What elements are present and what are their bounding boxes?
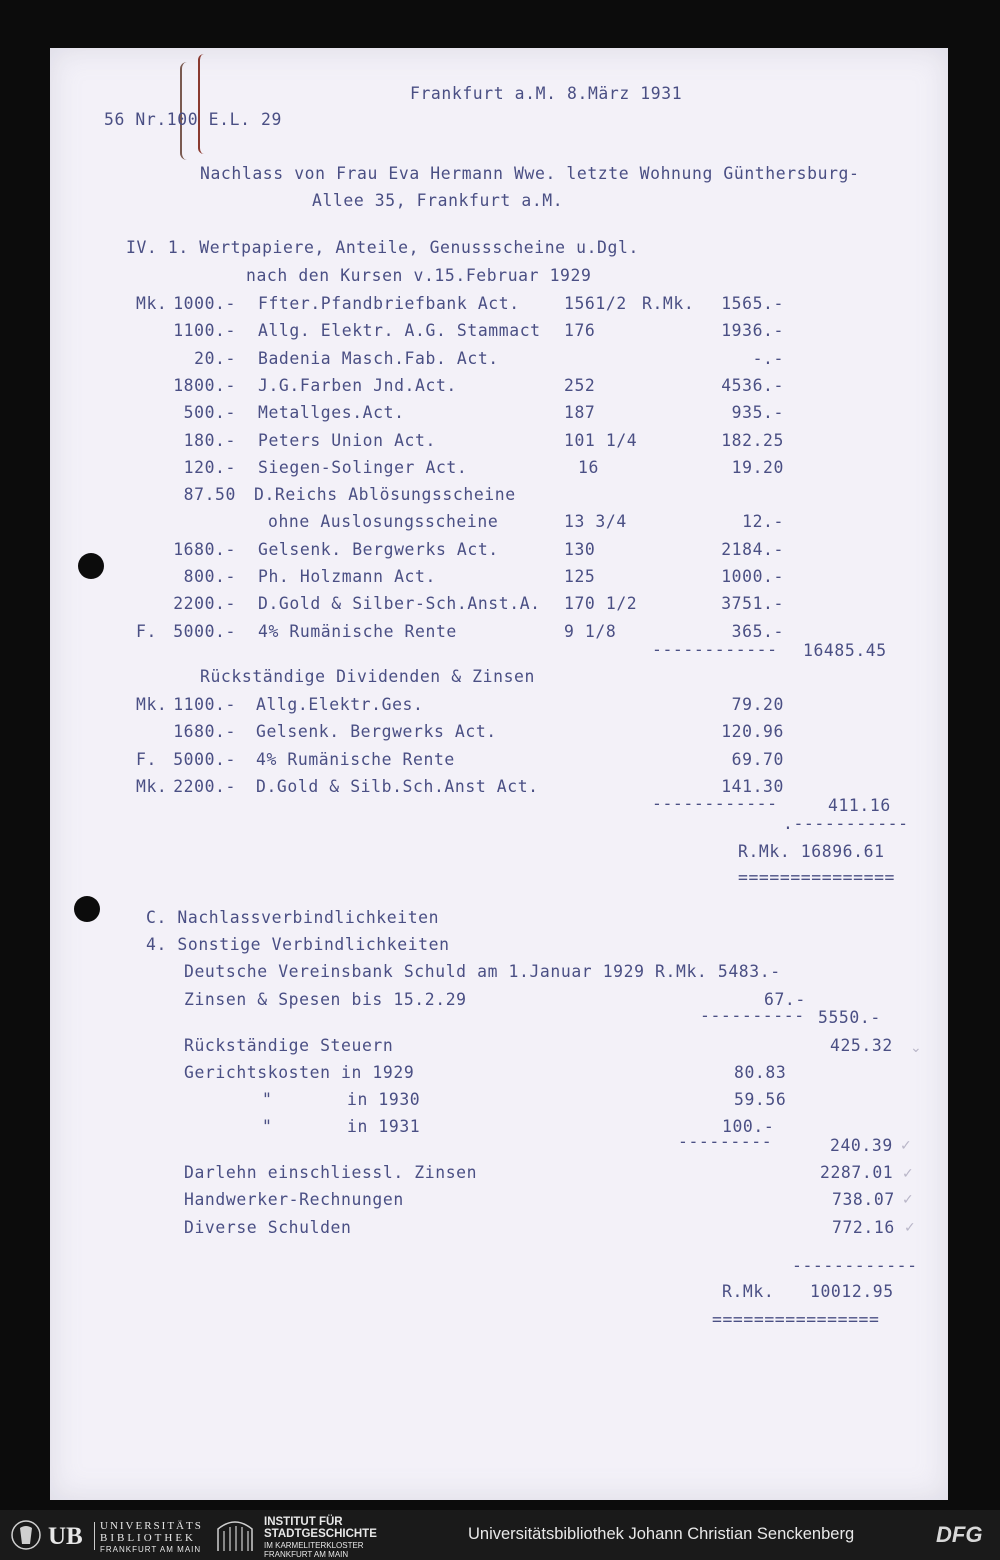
section-c-heading: C. Nachlassverbindlichkeiten	[146, 908, 440, 927]
security-currency: F.	[136, 622, 157, 641]
security-value: 19.20	[731, 458, 784, 477]
dividend-value: 79.20	[731, 695, 784, 714]
dividend-nominal-amount: 5000.-	[173, 750, 236, 769]
double-line: ===============	[738, 868, 896, 887]
security-security-name: D.Reichs Ablösungsscheine	[254, 485, 516, 504]
court-costs-1930: 59.56	[734, 1090, 787, 1109]
security-security-name: Gelsenk. Bergwerks Act.	[258, 540, 499, 559]
security-value: 3751.-	[721, 594, 784, 613]
security-value: -.-	[752, 349, 784, 368]
dfg-logo: DFG	[936, 1522, 983, 1547]
dividend-nominal-amount: 1100.-	[173, 695, 236, 714]
section-iv-heading: IV. 1. Wertpapiere, Anteile, Genussscheine u.Dgl.	[126, 238, 639, 257]
punch-hole	[74, 896, 100, 922]
securities-subtotal: 16485.45	[803, 641, 887, 660]
isg-line-1: INSTITUT FÜR	[264, 1516, 343, 1528]
check-mark-icon: ✓	[902, 1166, 914, 1182]
check-mark-icon: ⌄	[910, 1040, 922, 1056]
interest-value: 67.-	[764, 990, 806, 1009]
security-nominal-amount: 5000.-	[173, 622, 236, 641]
isg-line-3: IM KARMELITERKLOSTER	[264, 1541, 364, 1550]
security-nominal-amount: 20.-	[194, 349, 236, 368]
security-nominal-amount: 800.-	[183, 567, 236, 586]
security-nominal-amount: 1100.-	[173, 321, 236, 340]
security-value: 182.25	[721, 431, 784, 450]
loan-label: Darlehn einschliessl. Zinsen	[184, 1163, 478, 1182]
dash-line: ----------	[700, 1006, 805, 1025]
court-costs-1929: 80.83	[734, 1063, 787, 1082]
security-security-name: Siegen-Solinger Act.	[258, 458, 468, 477]
dividend-dividend-name: Gelsenk. Bergwerks Act.	[256, 722, 497, 741]
security-security-name: Badenia Masch.Fab. Act.	[258, 349, 499, 368]
dividends-total: 411.16	[828, 796, 891, 815]
security-price: 101 1/4	[564, 431, 638, 450]
dividend-dividend-name: Allg.Elektr.Ges.	[256, 695, 424, 714]
security-security-name: ohne Auslosungsscheine	[268, 512, 499, 531]
security-security-name: Ph. Holzmann Act.	[258, 567, 436, 586]
isg-line-2: STADTGESCHICHTE	[264, 1528, 377, 1540]
dividend-dividend-name: D.Gold & Silb.Sch.Anst Act.	[256, 777, 539, 796]
security-price: 125	[564, 567, 596, 586]
court-costs-total: 240.39	[830, 1136, 893, 1155]
isg-emblem-icon	[214, 1517, 256, 1553]
ub-logo-text: UB	[48, 1523, 83, 1550]
dividend-nominal-amount: 1680.-	[173, 722, 236, 741]
court-costs-label: Gerichtskosten in 1929	[184, 1063, 415, 1082]
security-security-name: J.G.Farben Jnd.Act.	[258, 376, 457, 395]
loan-value: 2287.01	[820, 1163, 894, 1182]
security-value: 12.-	[742, 512, 784, 531]
security-value: 1936.-	[721, 321, 784, 340]
misc-debts-label: Diverse Schulden	[184, 1218, 352, 1237]
subject-line-2: Allee 35, Frankfurt a.M.	[312, 191, 564, 210]
misc-debts-value: 772.16	[832, 1218, 895, 1237]
security-nominal-amount: 1000.-	[173, 294, 236, 313]
bank-total: 5550.-	[818, 1008, 881, 1027]
dividend-value: 69.70	[731, 750, 784, 769]
footer-bar	[0, 1510, 1000, 1560]
dash-line: ---------	[678, 1132, 773, 1151]
security-currency: Mk.	[136, 294, 168, 313]
security-price: 187	[564, 403, 596, 422]
final-total-label: R.Mk.	[722, 1282, 775, 1301]
library-name: Universitätsbibliothek Johann Christian Senckenberg	[468, 1525, 855, 1543]
isg-line-4: FRANKFURT AM MAIN	[264, 1550, 349, 1559]
security-nominal-amount: 1680.-	[173, 540, 236, 559]
security-price: 130	[564, 540, 596, 559]
ub-emblem-icon	[6, 1518, 46, 1552]
security-nominal-amount: 2200.-	[173, 594, 236, 613]
dividend-currency: F.	[136, 750, 157, 769]
dash-line: ------------	[652, 794, 778, 813]
final-total: 10012.95	[810, 1282, 894, 1301]
security-price: 252	[564, 376, 596, 395]
security-security-name: Peters Union Act.	[258, 431, 436, 450]
taxes-label: Rückständige Steuern	[184, 1036, 394, 1055]
security-nominal-amount: 500.-	[183, 403, 236, 422]
security-value: 1565.-	[721, 294, 784, 313]
security-value: 1000.-	[721, 567, 784, 586]
place-date: Frankfurt a.M. 8.März 1931	[410, 84, 683, 103]
security-price: 9 1/8	[564, 622, 617, 641]
security-nominal-amount: 87.50	[183, 485, 236, 504]
reference-number: 56 Nr.100 E.L. 29	[104, 110, 282, 129]
security-security-name: Allg. Elektr. A.G. Stammact	[258, 321, 541, 340]
grand-total: R.Mk. 16896.61	[738, 842, 885, 861]
dividends-heading: Rückständige Dividenden & Zinsen	[200, 667, 535, 686]
ditto-mark: "	[262, 1117, 273, 1136]
court-costs-1931: 100.-	[722, 1117, 775, 1136]
security-nominal-amount: 180.-	[183, 431, 236, 450]
check-mark-icon: ✓	[904, 1220, 916, 1236]
security-price: 170 1/2	[564, 594, 638, 613]
subject-line-1: Nachlass von Frau Eva Hermann Wwe. letzte Wohnung Günthersburg-	[200, 164, 860, 183]
pencil-mark	[198, 54, 210, 154]
security-security-name: Metallges.Act.	[258, 403, 405, 422]
craftsmen-value: 738.07	[832, 1190, 895, 1209]
ub-line-3: FRANKFURT AM MAIN	[100, 1545, 202, 1554]
security-value: 365.-	[731, 622, 784, 641]
dividend-dividend-name: 4% Rumänische Rente	[256, 750, 455, 769]
dividend-nominal-amount: 2200.-	[173, 777, 236, 796]
ditto-mark: "	[262, 1090, 273, 1109]
dash-line: .-----------	[783, 814, 909, 833]
dash-line: ------------	[792, 1256, 918, 1275]
security-nominal-amount: 120.-	[183, 458, 236, 477]
check-mark-icon: ✓	[902, 1192, 914, 1208]
divider	[94, 1522, 95, 1550]
ub-line-2: BIBLIOTHEK	[100, 1532, 196, 1544]
dividend-currency: Mk.	[136, 777, 168, 796]
section-4-heading: 4. Sonstige Verbindlichkeiten	[146, 935, 450, 954]
security-security-name: 4% Rumänische Rente	[258, 622, 457, 641]
interest-label: Zinsen & Spesen bis 15.2.29	[184, 990, 467, 1009]
double-line: ================	[712, 1310, 880, 1329]
security-price: 1561/2	[564, 294, 627, 313]
dividend-value: 141.30	[721, 777, 784, 796]
year-1930-label: in 1930	[347, 1090, 421, 1109]
dividend-currency: Mk.	[136, 695, 168, 714]
security-value: 2184.-	[721, 540, 784, 559]
dividend-value: 120.96	[721, 722, 784, 741]
security-value: 4536.-	[721, 376, 784, 395]
security-nominal-amount: 1800.-	[173, 376, 236, 395]
security-price: 176	[564, 321, 596, 340]
year-1931-label: in 1931	[347, 1117, 421, 1136]
security-price: 13 3/4	[564, 512, 627, 531]
security-currency-rmk: R.Mk.	[642, 294, 695, 313]
ub-line-1: UNIVERSITÄTS	[100, 1520, 203, 1532]
dash-line: ------------	[652, 640, 778, 659]
craftsmen-label: Handwerker-Rechnungen	[184, 1190, 404, 1209]
security-security-name: Ffter.Pfandbriefbank Act.	[258, 294, 520, 313]
check-mark-icon: ✓	[900, 1138, 912, 1154]
security-security-name: D.Gold & Silber-Sch.Anst.A.	[258, 594, 541, 613]
punch-hole	[78, 553, 104, 579]
security-value: 935.-	[731, 403, 784, 422]
security-price: 16	[578, 458, 599, 477]
taxes-value: 425.32	[830, 1036, 893, 1055]
bank-debt-line: Deutsche Vereinsbank Schuld am 1.Januar 1929 R.Mk. 5483.-	[184, 962, 781, 981]
section-iv-subheading: nach den Kursen v.15.Februar 1929	[246, 266, 592, 285]
